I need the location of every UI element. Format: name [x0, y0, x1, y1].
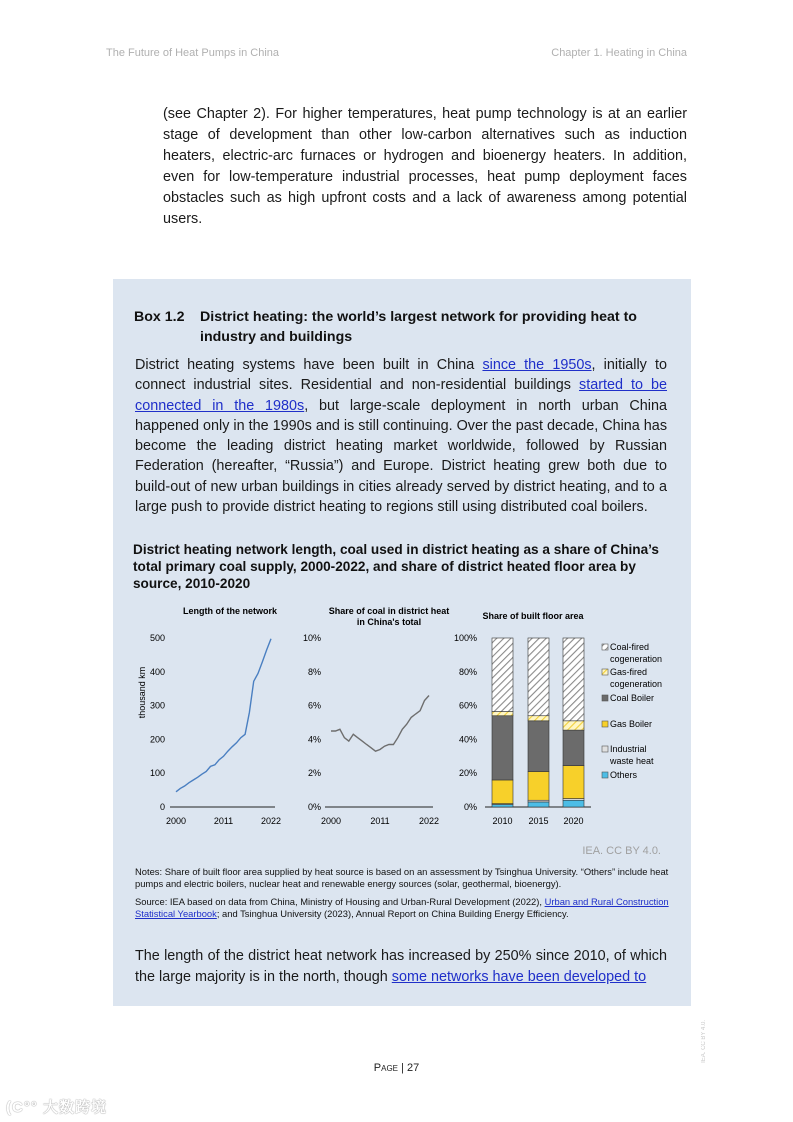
- y-tick-label: 400: [149, 666, 165, 677]
- notes-text: Notes: Share of built floor area supplied by heat source is based on an assessment by Tsinghua University. “Others” include heat pumps and electric boilers, nuclear heat and renewable energy sources (solar, geothermal, bioenergy).: [135, 866, 669, 889]
- chart-title: Share of built floor area: [482, 611, 584, 621]
- bar-segment: [563, 721, 584, 730]
- watermark-text: 大数跨境: [43, 1099, 108, 1116]
- intro-paragraph: (see Chapter 2). For higher temperatures, heat pump technology is at an earlier stage of development than other low-carbon alternatives such as induction heaters, electric-arc furnaces or hydrogen and bioenergy heaters. In addition, even for low-temperature industrial processes, heat pump deployment faces obstacles such as high upfront costs and a lack of awareness among potential users.: [163, 106, 687, 227]
- running-header-chapter: Chapter 1. Heating in China: [551, 47, 687, 59]
- bar-segment: [563, 766, 584, 799]
- y-tick-label: 2%: [307, 768, 321, 779]
- running-header-title: The Future of Heat Pumps in China: [106, 47, 280, 59]
- x-tick-label: 2010: [492, 816, 513, 826]
- y-tick-label: 300: [149, 700, 165, 711]
- bar-segment: [492, 712, 513, 716]
- box-number: Box 1.2: [134, 309, 185, 325]
- bar-segment: [492, 638, 513, 712]
- closing-text: The length of the district heat network has increased by 250% since 2010, of which the large majority is in the north, though: [135, 948, 667, 985]
- y-tick-label: 60%: [458, 700, 477, 711]
- legend-label: Others: [610, 770, 638, 780]
- y-tick-label: 40%: [458, 734, 477, 745]
- legend-swatch: [602, 721, 608, 727]
- legend-swatch: [602, 772, 608, 778]
- legend-label: cogeneration: [610, 654, 663, 664]
- bar-segment: [563, 800, 584, 807]
- source-text: [135, 896, 675, 920]
- y-tick-label: 8%: [307, 666, 321, 677]
- y-tick-label: 20%: [458, 768, 477, 779]
- bar-segment: [492, 804, 513, 807]
- page-number-value: 27: [406, 1062, 420, 1074]
- legend-label: Gas-fired: [610, 667, 648, 677]
- legend-label: cogeneration: [610, 679, 663, 689]
- bar-segment: [492, 780, 513, 804]
- x-tick-label: 2011: [213, 816, 234, 826]
- body-text: , but large-scale deployment in north urban China happened only in the 1990s and is still continuing. Over the past decade, China has become the leading district heating market worldwide, followed by Russian Federation (hereafter, “Russia”) and Europe. District heating grew both due to build-out of new urban buildings in cities already served by district heating, and to a large push to provide district heating to regions still using distributed coal boilers.: [135, 397, 668, 516]
- y-tick-label: 6%: [307, 700, 321, 711]
- legend-label: Industrial: [610, 744, 647, 754]
- link-connected-1980s[interactable]: started to be connected in the 1980s: [135, 377, 668, 414]
- page-separator: |: [398, 1062, 407, 1074]
- chart-network-length: [137, 606, 281, 826]
- chart-floor-area: [454, 611, 662, 826]
- y-tick-label: 200: [149, 734, 165, 745]
- y-tick-label: 80%: [458, 666, 477, 677]
- box-1-2: [113, 279, 691, 1006]
- body-text: , initially to connect industrial sites. Residential and non-residential buildings: [135, 357, 668, 394]
- x-tick-label: 2015: [528, 816, 549, 826]
- x-tick-label: 2020: [563, 816, 584, 826]
- x-tick-label: 2000: [165, 816, 187, 826]
- data-line: [331, 696, 429, 752]
- y-tick-label: 10%: [302, 633, 321, 643]
- page-number: [0, 1062, 793, 1074]
- side-license-mark: IEA. CC BY 4.0.: [701, 1020, 707, 1063]
- bar-segment: [528, 772, 549, 801]
- y-tick-label: 0%: [463, 802, 477, 812]
- charts-svg: [113, 604, 691, 834]
- link-some-networks[interactable]: some networks have been developed to: [391, 968, 647, 985]
- bar-segment: [528, 716, 549, 721]
- bar-segment: [563, 730, 584, 765]
- legend-swatch: [602, 695, 608, 701]
- y-tick-label: 100%: [453, 633, 477, 643]
- x-tick-label: 2022: [418, 816, 440, 826]
- y-axis-label: thousand km: [137, 666, 147, 719]
- figure-notes: [135, 866, 675, 926]
- legend-label: Coal-fired: [610, 642, 650, 652]
- y-tick-label: 500: [149, 633, 165, 643]
- bar-segment: [563, 638, 584, 721]
- legend-label: Coal Boiler: [610, 693, 655, 703]
- legend-label: waste heat: [610, 756, 654, 766]
- page-label: Page: [373, 1062, 398, 1074]
- watermark-logo-icon: (C°°: [6, 1099, 38, 1116]
- source-part: ; and Tsinghua University (2023), Annual Report on China Building Energy Efficiency.: [216, 908, 569, 919]
- figure-credit: IEA. CC BY 4.0.: [582, 845, 661, 857]
- watermark: [6, 1096, 107, 1117]
- y-tick-label: 4%: [307, 734, 321, 745]
- data-line: [176, 639, 271, 792]
- legend-label: Gas Boiler: [610, 719, 653, 729]
- box-title: [134, 307, 674, 347]
- x-tick-label: 2022: [260, 816, 282, 826]
- box-heading: District heating: the world’s largest network for providing heat to industry and buildings: [200, 309, 637, 345]
- y-tick-label: 0%: [307, 802, 321, 812]
- closing-paragraph: [135, 946, 667, 987]
- bar-segment: [528, 721, 549, 772]
- bar-segment: [492, 716, 513, 780]
- figure-charts: [113, 604, 691, 834]
- legend-swatch: [602, 644, 608, 650]
- x-tick-label: 2000: [320, 816, 342, 826]
- chart-title: Share of coal in district heat: [328, 606, 450, 616]
- link-yearbook[interactable]: Urban and Rural Construction Statistical Yearbook: [135, 896, 669, 919]
- box-body-paragraph: [135, 355, 667, 517]
- source-part: Source: IEA based on data from China, Ministry of Housing and Urban-Rural Development (2022),: [135, 896, 545, 907]
- figure-title: District heating network length, coal used in district heating as a share of China’s total primary coal supply, 2000-2022, and share of district heated floor area by source, 2010-2020: [133, 542, 659, 591]
- chart-coal-share: [303, 606, 449, 826]
- y-tick-label: 100: [149, 768, 165, 779]
- body-text: District heating systems have been built in China: [135, 357, 483, 373]
- chart-title: Length of the network: [183, 606, 277, 616]
- bar-segment: [528, 638, 549, 716]
- bar-segment: [528, 802, 549, 807]
- legend-swatch: [602, 669, 608, 675]
- link-since-1950s[interactable]: since the 1950s: [482, 357, 592, 373]
- x-tick-label: 2011: [370, 816, 390, 826]
- chart-title: in China's total: [356, 617, 422, 627]
- y-tick-label: 0: [159, 802, 165, 812]
- legend-swatch: [602, 746, 608, 752]
